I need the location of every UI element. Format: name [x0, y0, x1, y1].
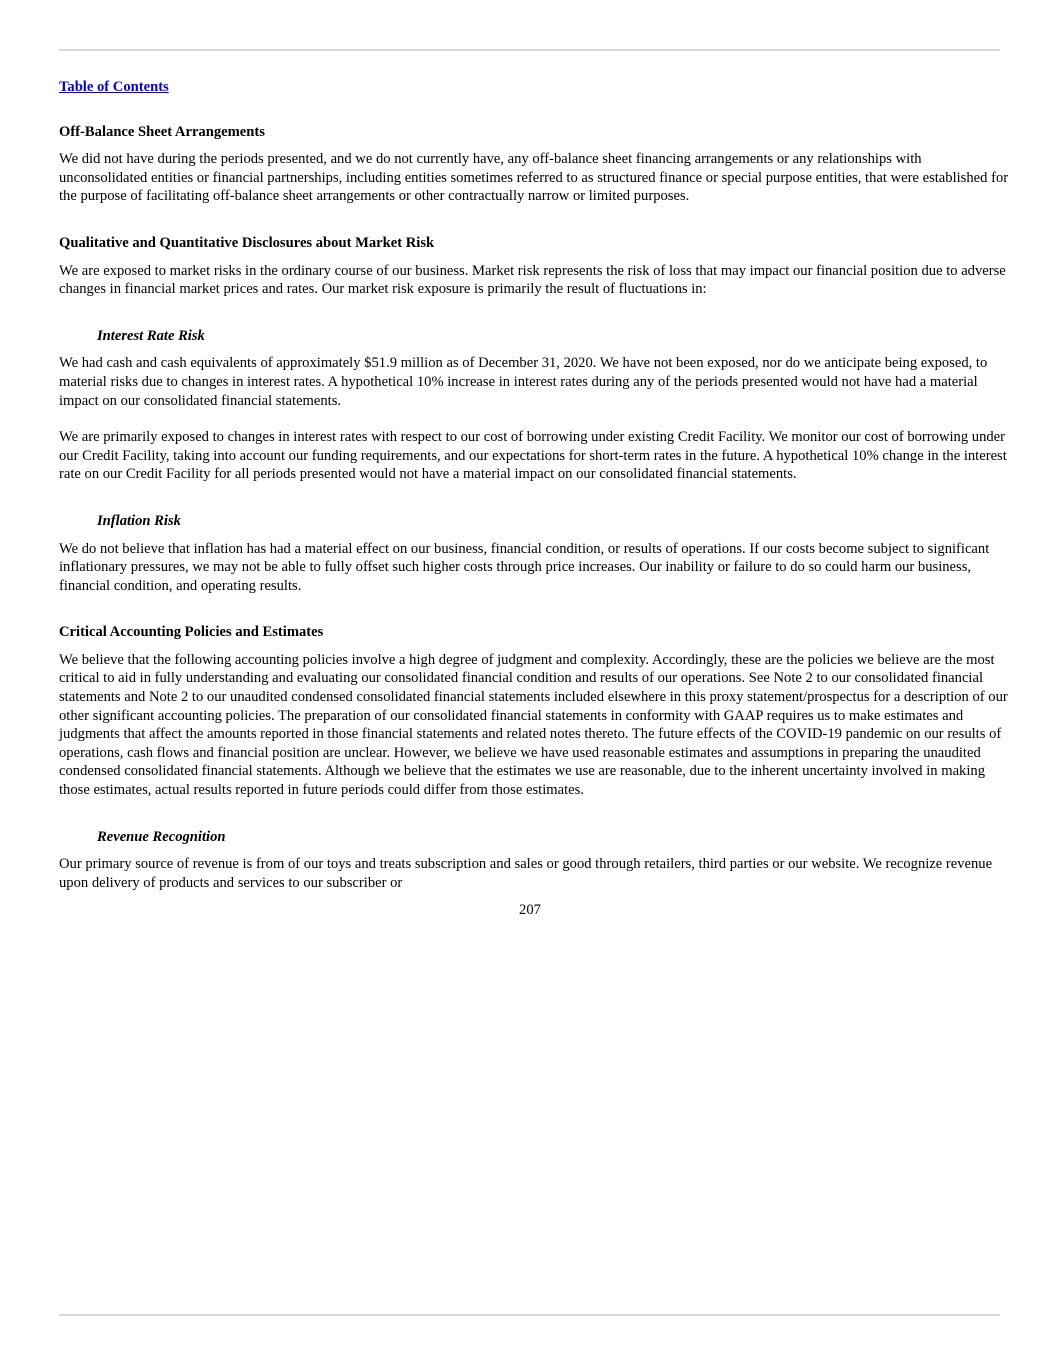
- critical-accounting-heading: Critical Accounting Policies and Estimates: [59, 624, 324, 641]
- interest-rate-paragraph-2: We are primarily exposed to changes in interest rates with respect to our cost of borrowing under existing Credit Facility. We monitor our cost of borrowing under our Credit Facility, taking into account our funding requirements, and our expectations for short-term rates in the future. A hypothetical 10% change in the interest rate on our Credit Facility for all periods presented would not have a material impact on our consolidated financial statements.: [59, 429, 1007, 483]
- inflation-heading: Inflation Risk: [97, 512, 181, 529]
- off-balance-paragraph: We did not have during the periods presented, and we do not currently have, any off-balance sheet financing arrangements or any relationships with unconsolidated entities or financial partnerships, including entities sometimes referred to as structured finance or special purpose entities, that were established for the purpose of facilitating off-balance sheet arrangements or other contractually narrow or limited purposes.: [59, 151, 1009, 205]
- market-risk-heading: Qualitative and Quantitative Disclosures about Market Risk: [59, 234, 435, 251]
- table-of-contents-link[interactable]: Table of Contents: [59, 79, 169, 95]
- revenue-recognition-heading: Revenue Recognition: [97, 828, 226, 845]
- critical-accounting-paragraph: We believe that the following accounting policies involve a high degree of judgment and complexity. Accordingly, these are the policies we believe are the most critical to aid in fully understanding and evaluating our consolidated financial condition and results of our operations. See Note 2 to our consolidated financial statements and Note 2 to our unaudited condensed consolidated financial statements included elsewhere in this proxy statement/prospectus for a description of our other significant accounting policies. The preparation of our consolidated financial statements in conformity with GAAP requires us to make estimates and judgments that affect the amounts reported in those financial statements and related notes thereto. The future effects of the COVID-19 pandemic on our results of operations, cash flows and financial position are unclear. However, we believe we have used reasonable estimates and assumptions in preparing the unaudited condensed consolidated financial statements. Although we believe that the estimates we use are reasonable, due to the inherent uncertainty involved in making those estimates, actual results reported in future periods could differ from those estimates.: [59, 651, 1008, 799]
- market-risk-paragraph: We are exposed to market risks in the ordinary course of our business. Market risk represents the risk of loss that may impact our financial position due to adverse changes in financial market prices and rates. Our market risk exposure is primarily the result of fluctuations in:: [59, 262, 1006, 298]
- top-divider: [59, 49, 1000, 51]
- bottom-divider: [59, 1314, 1000, 1316]
- interest-rate-heading: Interest Rate Risk: [97, 327, 205, 344]
- page-number: 207: [519, 902, 541, 919]
- document-page: [59, 78, 1009, 920]
- revenue-recognition-paragraph: Our primary source of revenue is from of our toys and treats subscription and sales or good through retailers, third parties or our website. We recognize revenue upon delivery of products and services to our subscriber or: [59, 856, 993, 891]
- interest-rate-paragraph-1: We had cash and cash equivalents of approximately $51.9 million as of December 31, 2020. We have not been exposed, nor do we anticipate being exposed, to material risks due to changes in interest rates. A hypothetical 10% increase in interest rates during any of the periods presented would not have had a material impact on our consolidated financial statements.: [59, 355, 988, 409]
- inflation-paragraph: We do not believe that inflation has had a material effect on our business, financial condition, or results of operations. If our costs become subject to significant inflationary pressures, we may not be able to fully offset such higher costs through price increases. Our inability or failure to do so could harm our business, financial condition, and operating results.: [59, 540, 990, 594]
- off-balance-heading: Off-Balance Sheet Arrangements: [59, 123, 265, 140]
